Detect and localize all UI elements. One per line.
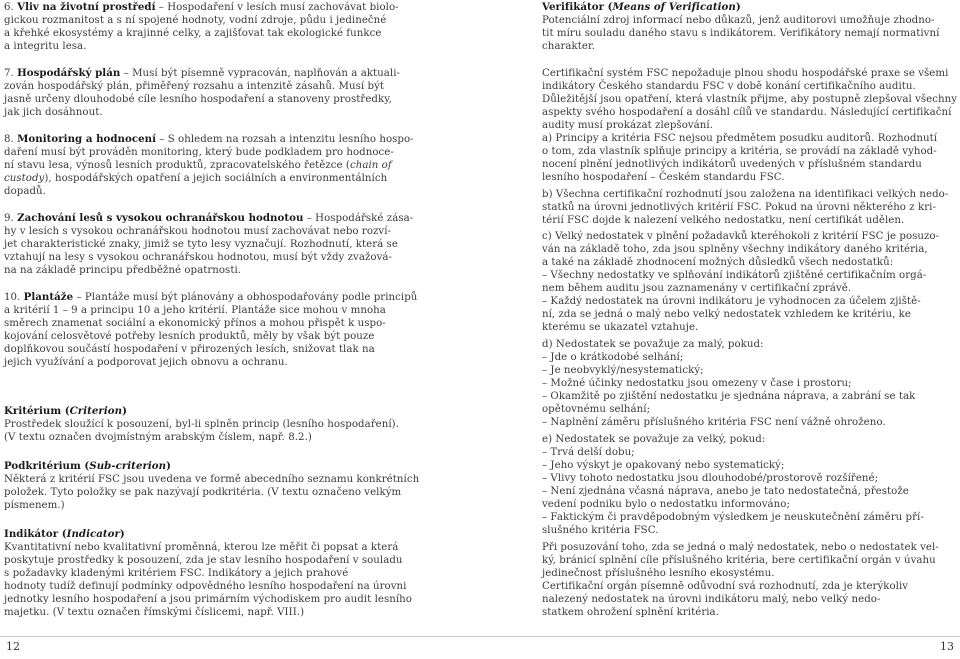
left-column-line [4,473,419,486]
right-column-line [542,188,948,201]
right-column-line [542,377,852,390]
left-column-line [4,317,386,330]
bold-term: Plantáže [23,291,74,303]
text-run: – Není zjednána včasná náprava, anebo je tato nedostatečná, přestože [542,486,909,497]
page-number-left: 12 [6,640,20,653]
text-run: kterému se ukazatel vztahuje. [542,322,699,333]
text-run: Kvantitativní nebo kvalitativní proměnná, kterou lze měřit či popsat a která [4,542,399,553]
left-column-line [4,405,127,418]
italic-term: custody [4,173,45,184]
left-column-line [4,67,400,80]
left-column-line [4,356,288,369]
bold-term: Indicator [66,528,120,540]
text-run: poskytuje prostředky k posouzení, zda je stav lesního hospodaření v souladu [4,555,403,566]
left-column-line [4,291,417,304]
left-column-line [4,486,401,499]
right-column-line [542,230,939,243]
left-column-line [4,541,398,554]
text-run: s požadavky kladenými kritériem FSC. Indikátory a jejich prahové [4,568,349,579]
right-column-line [542,106,951,119]
bold-term: Vliv na životní prostředí [17,1,156,13]
right-column-line [542,308,911,321]
text-run: – Naplnění záměru příslušného kritéria FSC není vážně ohroženo. [542,417,886,428]
right-column-line [542,67,948,80]
right-column-line [542,511,924,524]
text-run: charakter. [542,41,596,52]
right-column-line [542,132,937,145]
right-column-line [542,80,916,93]
text-run: majetku. (V textu označen římskými číslicemi, např. VIII.) [4,607,305,618]
right-column-line [542,282,851,295]
bold-term: Podkritérium ( [4,460,90,472]
right-column-line [542,554,936,567]
right-column-line [542,459,784,472]
text-run: Potenciální zdroj informací nebo důkazů, jenž auditorovi umožňuje zhodno- [542,15,935,26]
text-run: statků na úrovni jednotlivých kritérií FSC. Pokud na úrovni některého z kri- [542,202,936,213]
text-run: o tom, zda vlastník splňuje principy a kritéria, se provádí na základě vyhod- [542,146,937,157]
text-run: a křehké ekosystémy a krajinné celky, a zajišťovat tak ekologické funkce [4,28,382,39]
right-column-line [542,338,764,351]
left-column-line [4,40,86,53]
text-run: lesního hospodaření – Českém standardu FSC. [542,172,785,183]
left-column-line [4,251,392,264]
bold-term: Indikátor ( [4,528,67,540]
left-column-line [4,212,413,225]
text-run: (V textu označen dvojmístným arabským číslem, např. 8.2.) [4,432,312,443]
text-run: – Trvá delší dobu; [542,447,635,458]
text-run: aspekty svého hospodaření a dosáhl cílů ve standardu. Následující certifikační [542,107,952,118]
text-run: položek. Tyto položky se pak nazývají podkritéria. (V textu označeno velkým [4,487,402,498]
text-run: nalezený nedostatek na úrovni indikátoru malý, nebo velký nedo- [542,594,881,605]
right-column-line [542,433,765,446]
text-run: na na základě principu předběžné opatrnosti. [4,265,242,276]
bold-term: Kritérium ( [4,405,70,417]
text-run: indikátory Českého standardu FSC v době konání certifikačního auditu. [542,81,916,92]
text-run: Při posuzování toho, zda se jedná o malý nedostatek, nebo o nedostatek vel- [542,542,939,553]
left-column-line [4,580,406,593]
text-run: Důležitější jsou opatření, která vlastník přijme, aby postupně zlepšoval všechny [542,94,958,105]
left-column-line [4,554,403,567]
text-run: audity musí prokázat zlepšování. [542,120,714,131]
text-run: – Možné účinky nedostatku jsou omezeny v čase i prostoru; [542,378,852,389]
right-column-line [542,364,704,377]
right-column-line [542,243,928,256]
bold-term: Monitoring a hodnocení [17,133,157,145]
left-column-line [4,460,171,473]
left-column-line [4,264,241,277]
text-run: ní, zda se jedná o malý nebo velký nedostatek vzhledem ke kritériu, ke [542,309,911,320]
left-column-line [4,499,65,512]
left-column-line [4,567,348,580]
italic-term: chain of [349,160,392,171]
bold-term: Hospodářský plán [17,67,121,79]
left-column-line [4,606,304,619]
right-column-line [542,269,926,282]
text-run: jedinečnost příslušného lesního ekosystému. [542,568,775,579]
text-run: térií FSC dojde k nalezení velkého nedostatku, není certifikát udělen. [542,215,905,226]
right-column-line [542,295,921,308]
text-run: vedení podniku bylo o nedostatku informováno; [542,499,790,510]
text-run: a) Principy a kritéria FSC nejsou předmětem posudku auditorů. Rozhodnutí [542,133,938,144]
left-column-line [4,225,391,238]
text-run: dopadů. [4,186,46,197]
text-run: – Vlivy tohoto nedostatku jsou dlouhodobé/prostorově rozšířené; [542,473,879,484]
text-run: 6. [4,2,18,13]
left-column-line [4,528,125,541]
text-run: – Okamžitě po zjištění nedostatku je sjednána náprava, a zabrání se tak [542,391,916,402]
left-column-line [4,238,398,251]
bold-term: Criterion [69,405,123,417]
text-run: jednotky lesního hospodaření a jsou primárním východiskem pro audit lesního [4,594,412,605]
left-column-line [4,185,46,198]
text-run: kojování celosvětové potřeby lesních produktů, měly by však být pouze [4,331,375,342]
right-column-line [542,541,939,554]
left-column-line [4,330,374,343]
right-column-line [542,446,635,459]
left-column-line [4,593,412,606]
text-run: – Všechny nedostatky ve splňování indikátorů zjištěné certifikačním orgá- [542,270,927,281]
text-run: jasně určeny dlouhodobé cíle lesního hospodaření a stanoveny prostředky, [4,94,392,105]
text-run: hy v lesích s vysokou ochranářskou hodnotou musí zachovávat nebo rozví- [4,226,392,237]
text-run: ký, bránicí splnění cíle příslušného kritéria, bere certifikační orgán v úvahu [542,555,936,566]
right-column-line [542,580,908,593]
text-run: zován hospodářský plán, přiměřený rozsahu a intenzitě zásahů. Musí být [4,81,385,92]
text-run: vztahují na lesy s vysokou ochranářskou hodnotou, musí být vždy zvažová- [4,252,393,263]
bold-term: ) [122,405,127,417]
left-column-line [4,343,375,356]
right-column-line [542,201,936,214]
text-run: – Je neobvyklý/nesystematický; [542,365,704,376]
text-run: a kritérií 1 – 9 a principu 10 a jeho kritérií. Plantáže sice mohou v mnoha [4,305,386,316]
right-column-line [542,27,939,40]
left-column-line [4,146,394,159]
right-column-line [542,214,904,227]
text-run: Certifikační orgán písemně odůvodní svá rozhodnutí, zda je kterýkoliv [542,581,909,592]
text-run: tit míru souladu daného stavu s indikátorem. Verifikátory nemají normativní [542,28,940,39]
text-run: gickou rozmanitost a s ní spojené hodnoty, vodní zdroje, půdu i jedinečné [4,15,387,26]
right-column-line [542,416,886,429]
text-run: – S ohledem na rozsah a intenzitu lesního hospo- [156,134,414,145]
text-run: – Hospodářské zása- [303,213,414,224]
bold-term: Means of Verification [612,1,736,13]
left-column-line [4,304,386,317]
text-run: jak jich dosáhnout. [4,107,103,118]
text-run: – Jeho výskyt je opakovaný nebo systematický; [542,460,785,471]
right-column-line [542,485,909,498]
text-run: ván na základě toho, zda jsou splněny všechny indikátory daného kritéria, [542,244,928,255]
text-run: ), hospodářských opatření a jejich sociálních a environmentálních [44,173,388,184]
text-run: nocení plnění jednotlivých indikátorů uvedených v příslušném standardu [542,159,922,170]
text-run: – Faktickým či pravděpodobným výsledkem je neuskutečnění záměru pří- [542,512,924,523]
text-run: nem během auditu jsou zaznamenány v certifikační zprávě. [542,283,852,294]
left-column-line [4,27,381,40]
right-column-line [542,567,775,580]
text-run: b) Všechna certifikační rozhodnutí jsou založena na identifikaci velkých nedo- [542,189,949,200]
left-column-line [4,418,399,431]
right-column-line [542,524,658,537]
left-column-line [4,431,312,444]
text-run: hodnoty tudíž definují podmínky odpovědného lesního hospodaření na úrovni [4,581,407,592]
text-run: směrech znamenat sociální a ekonomický přínos a mohou přispět k uspo- [4,318,386,329]
text-run: a také na základě zhodnocení možných důsledků všech nedostatků: [542,257,894,268]
text-run: 9. [4,213,18,224]
text-run: 7. [4,68,18,79]
text-run: – Plantáže musí být plánovány a obhospodařovány podle principů [73,292,418,303]
text-run: 10. [4,292,24,303]
right-column-line [542,14,935,27]
left-column-line [4,93,392,106]
right-column-line [542,498,790,511]
right-column-line [542,119,713,132]
left-column-line [4,106,103,119]
bold-term: Zachování lesů s vysokou ochranářskou hodnotou [17,212,304,224]
text-run: ní stavu lesa, výnosů lesních produktů, zpracovatelského řetězce ( [4,160,350,171]
footer-divider [0,636,960,637]
text-run: 8. [4,134,18,145]
text-run: doplňkovou součástí hospodaření v přirozených lesích, snižovat tlak na [4,344,375,355]
right-column-line [542,403,650,416]
bold-term: Sub-criterion [89,460,167,472]
text-run: Certifikační systém FSC nepožaduje plnou shodu hospodářské praxe se všemi [542,68,949,79]
left-column-line [4,80,384,93]
text-run: jejich využívání a podporovat jejich obnovu a ochranu. [4,357,288,368]
bold-term: ) [119,528,125,540]
right-column-line [542,606,719,619]
left-column-line [4,172,387,185]
text-run: d) Nedostatek se považuje za malý, pokud: [542,339,764,350]
bold-term: Verifikátor ( [542,1,613,13]
right-column-line [542,593,880,606]
text-run: statkem ohrožení splnění kritéria. [542,607,719,618]
right-column-line [542,1,741,14]
text-run: jet charakteristické znaky, jimiž se tyto lesy vyznačují. Rozhodnutí, která se [4,239,398,250]
right-column-line [542,256,893,269]
right-column-line [542,351,683,364]
left-column-line [4,133,414,146]
text-run: Prostředek sloužící k posouzení, byl-li splněn princip (lesního hospodaření). [4,419,399,430]
right-column-line [542,321,698,334]
page-number-right: 13 [940,640,954,653]
text-run: Některá z kritérií FSC jsou uvedena ve formě abecedního seznamu konkrétních [4,474,420,485]
text-run: – Musí být písemně vypracován, naplňován a aktuali- [120,68,401,79]
text-run: a integritu lesa. [4,41,87,52]
text-run: e) Nedostatek se považuje za velký, pokud: [542,434,766,445]
text-run: slušného kritéria FSC. [542,525,659,536]
text-run: písmenem.) [4,500,65,511]
text-run: daření musí být prováděn monitoring, který bude podkladem pro hodnoce- [4,147,394,158]
bold-term: ) [166,460,171,472]
left-column-line [4,14,386,27]
left-column-line [4,159,392,172]
right-column-line [542,171,785,184]
right-column-line [542,93,957,106]
text-run: c) Velký nedostatek v plnění požadavků kteréhokoli z kritérií FSC je posuzo- [542,231,940,242]
text-run: – Hospodaření v lesích musí zachovávat biolo- [155,2,399,13]
text-run: – Každý nedostatek na úrovni indikátoru je vyhodnocen za účelem zjiště- [542,296,921,307]
right-column-line [542,40,595,53]
right-column-line [542,472,878,485]
left-column-line [4,1,399,14]
right-column-line [542,390,915,403]
text-run: opětovnému selhání; [542,404,651,415]
right-column-line [542,158,922,171]
bold-term: ) [735,1,741,13]
right-column-line [542,145,937,158]
text-run: – Jde o krátkodobé selhání; [542,352,684,363]
